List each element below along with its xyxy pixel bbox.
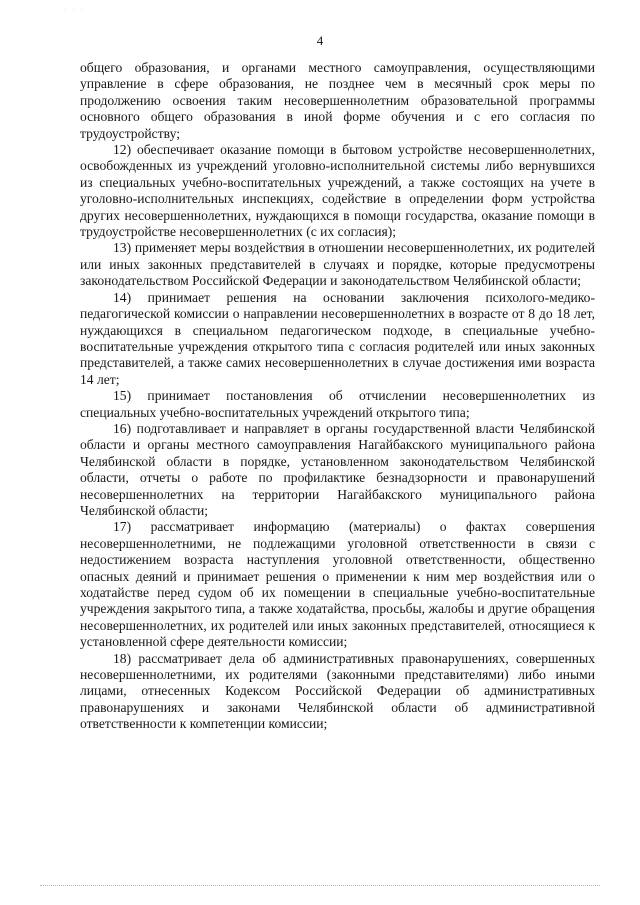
- paragraph-item-16: 16) подготавливает и направляет в органы государственной власти Челябинской области и органы местного самоуправления Нагайбакского муниципального района Челябинской области в порядке, установленном законодательством Челябинской области, отчеты о работе по профилактике безнадзорности и правонарушений несовершеннолетних на территории Нагайбакского муниципального района Челябинской области;: [80, 420, 595, 518]
- page-number: 4: [316, 33, 324, 48]
- paragraph-item-15: 15) принимает постановления об отчислении несовершеннолетних из специальных учебно-воспитательных учреждений открытого типа;: [80, 388, 595, 420]
- paragraph-item-12: 12) обеспечивает оказание помощи в бытовом устройстве несовершеннолетних, освобожденных из учреждений уголовно-исполнительной системы либо вернувшихся из специальных учебно-воспитательных учреждений, а также состоящих на учете в уголовно-исполнительных инспекциях, содействие в определении форм устройства других несовершеннолетних, нуждающихся в помощи государства, оказание помощи в трудоустройстве несовершеннолетних (с их согласия);: [80, 142, 595, 240]
- document-body: [80, 60, 595, 733]
- page-bottom-edge: [40, 885, 600, 886]
- scan-artifact: · · ·: [64, 6, 85, 14]
- paragraph-item-14: 14) принимает решения на основании заключения психолого-медико-педагогической комиссии о направлении несовершеннолетних в возрасте от 8 до 18 лет, нуждающихся в специальном педагогическом подходе, в специальные учебно-воспитательные учреждения открытого типа с согласия родителей или иных законных представителей, а также самих несовершеннолетних в случае достижения ими возраста 14 лет;: [80, 289, 595, 387]
- paragraph-item-17: 17) рассматривает информацию (материалы) о фактах совершения несовершеннолетними, не подлежащими уголовной ответственности в связи с недостижением возраста наступления уголовной ответственности, общественно опасных деяний и принимает решения о применении к ним мер воздействия или о ходатайстве перед судом об их помещении в специальные учебно-воспитательные учреждения закрытого типа, а также ходатайства, просьбы, жалобы и другие обращения несовершеннолетних, их родителей или иных законных представителей, относящиеся к установленной сфере деятельности комиссии;: [80, 519, 595, 650]
- paragraph-item-18: 18) рассматривает дела об административных правонарушениях, совершенных несовершеннолетними, их родителями (законными представителями) либо иными лицами, отнесенных Кодексом Российской Федерации об административных правонарушениях и законами Челябинской области об административной ответственности к компетенции комиссии;: [80, 650, 595, 732]
- paragraph-item-13: 13) применяет меры воздействия в отношении несовершеннолетних, их родителей или иных законных представителей в случаях и порядке, которые предусмотрены законодательством Российской Федерации и законодательством Челябинской области;: [80, 240, 595, 289]
- paragraph-continuation: общего образования, и органами местного самоуправления, осуществляющими управление в сфере образования, не позднее чем в месячный срок меры по продолжению освоения таким несовершеннолетним образовательной программы основного общего образования в иной форме обучения и с его согласия по трудоустройству;: [80, 60, 595, 141]
